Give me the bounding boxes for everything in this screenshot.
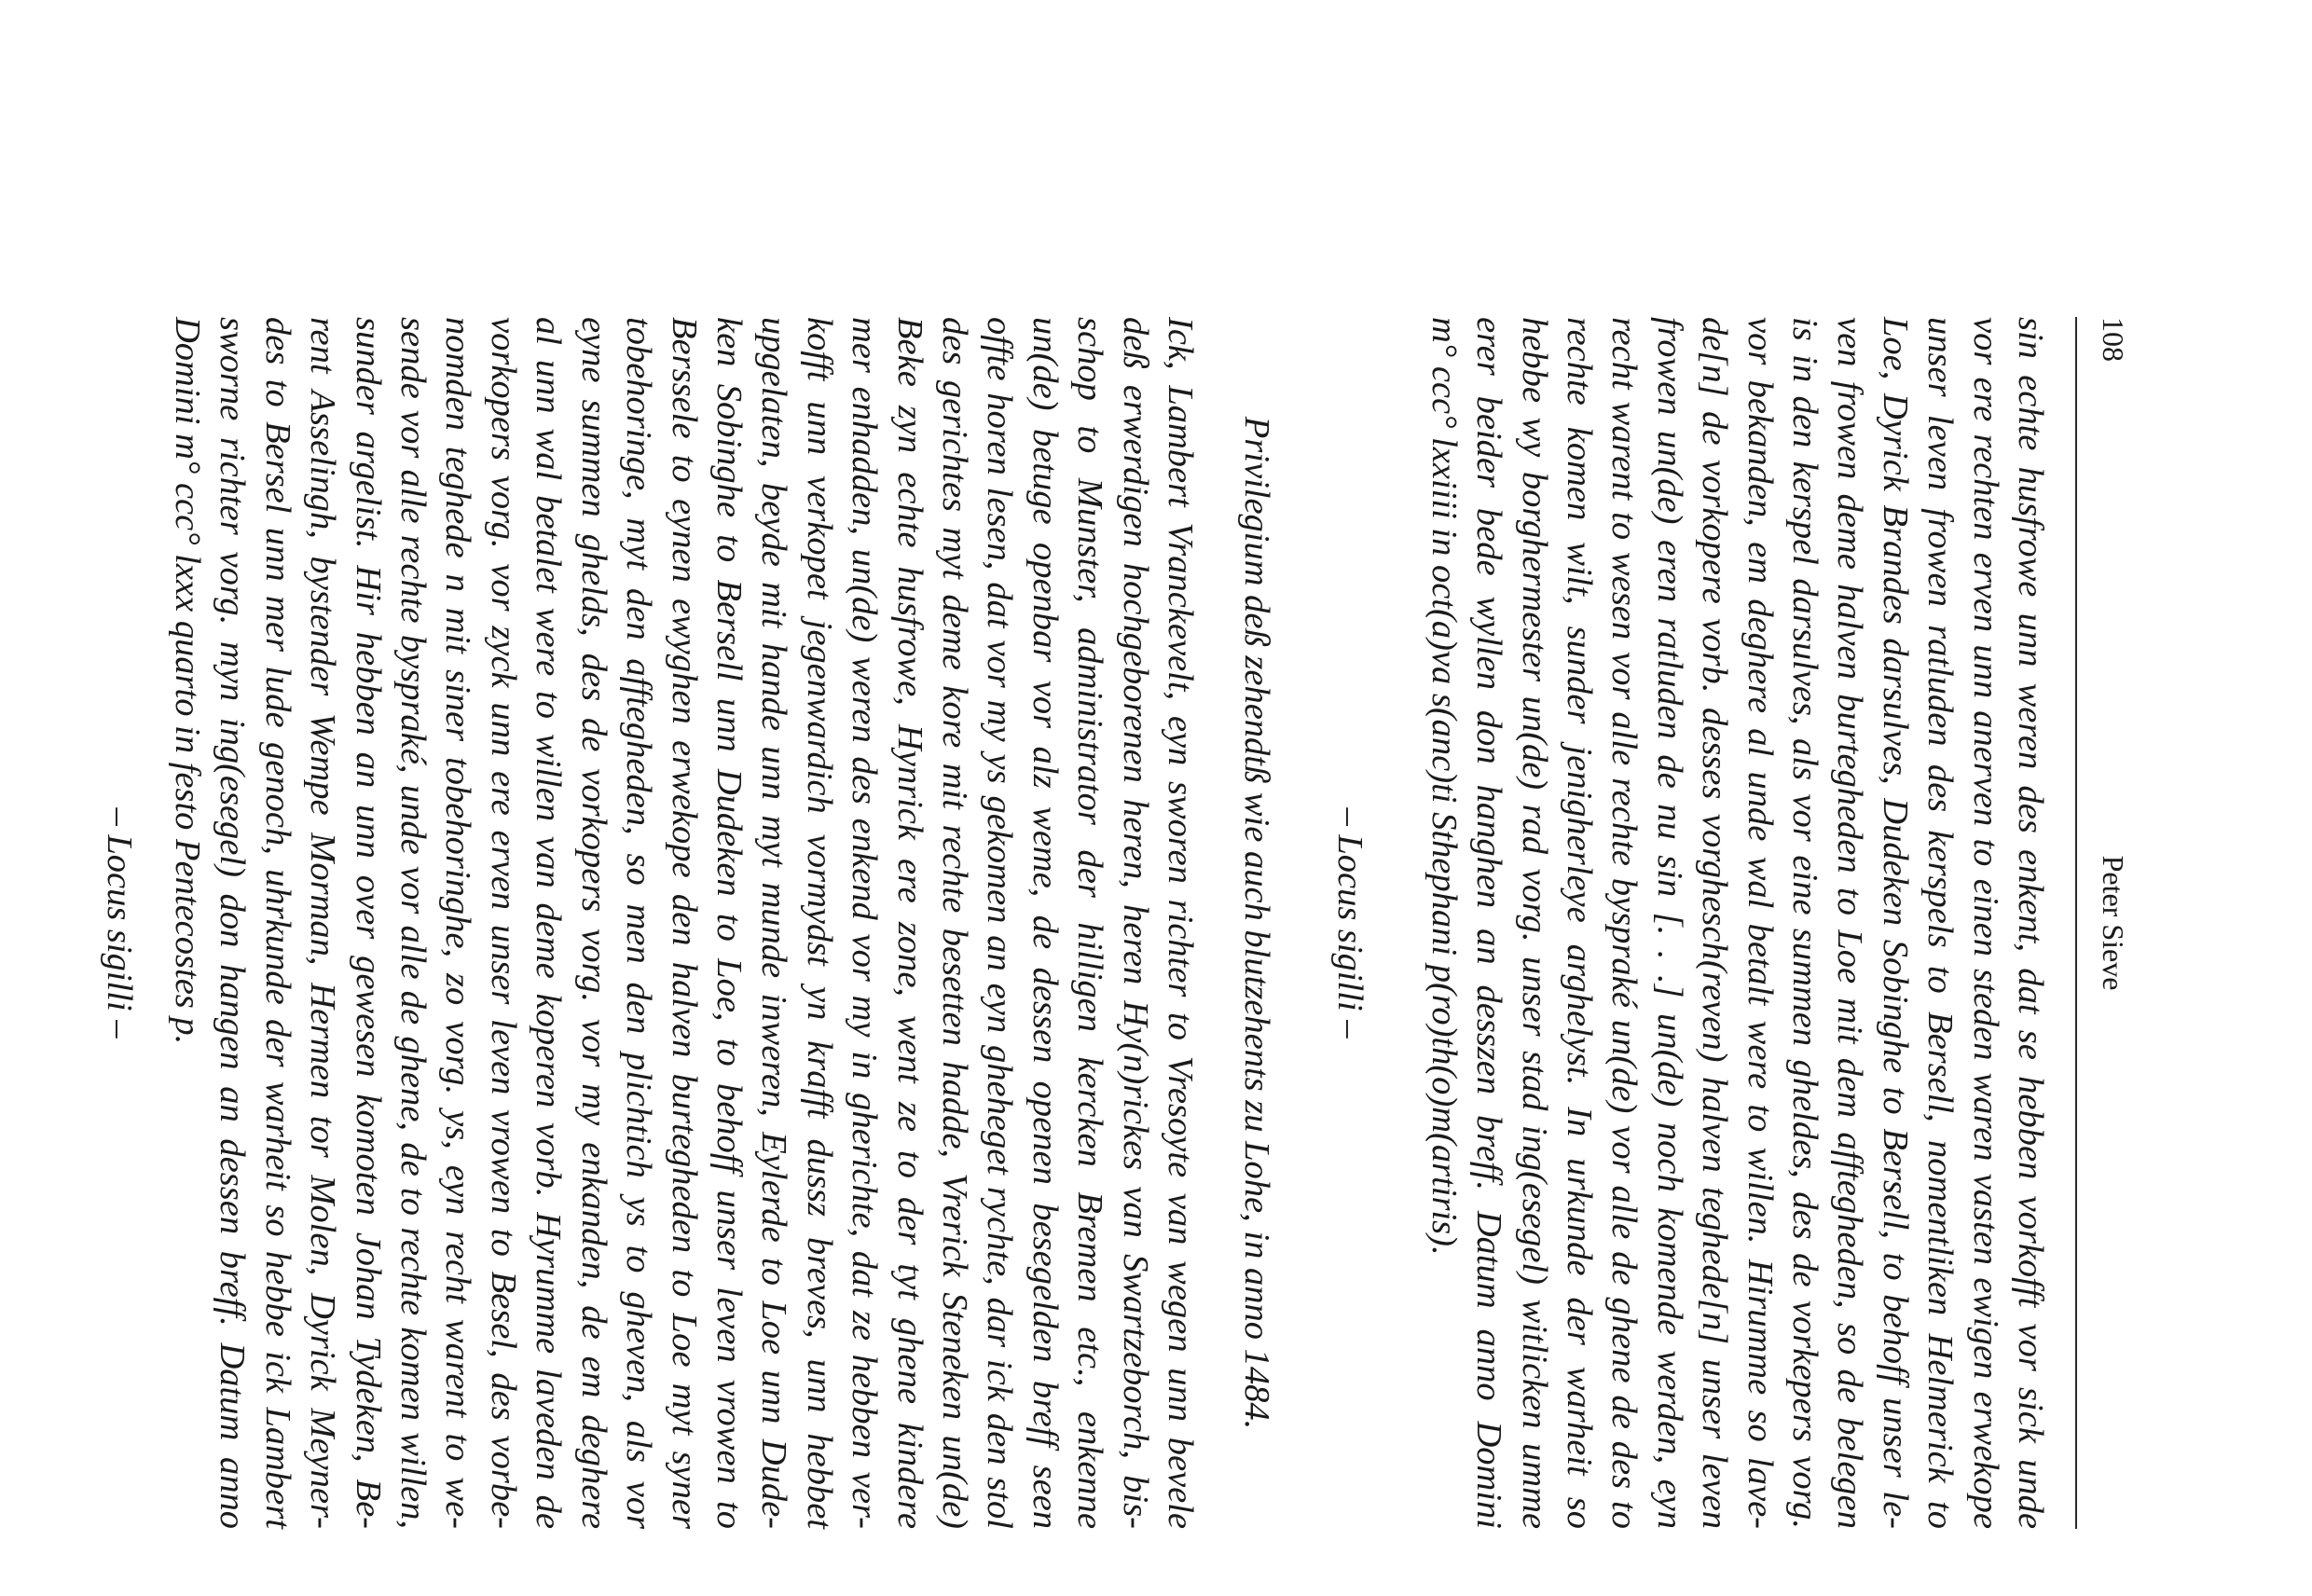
locus-sigilli-2: – Locus sigilli – [100, 807, 139, 1039]
locus-sigilli-1: – Locus sigilli – [1330, 807, 1369, 1039]
text-line: al unn wal betalet were to willen van deme koperen vorb. Hyrumme laveden de [529, 317, 569, 1529]
text-line: recht warent to wesen vor alle rechte byspraké un(de) vor alle de ghene de des to [1604, 317, 1645, 1529]
text-line: erer beider bede wyllen don hanghen an desszen breff. Datum anno Domini [1469, 317, 1509, 1529]
document-1-text [1421, 317, 2053, 1529]
text-line: un(de) betuge openbar vor alz weme, de dessen openen besegelden breff seen [1025, 317, 1065, 1529]
text-line: sin echte husfrowe unn weren des enkent, dat se hebben vorkofft vor sick unde [2011, 317, 2050, 1529]
text-line: upgelaten, beyde mit hande unn myt munde inweren, Eylerde to Loe unn Dude- [754, 317, 794, 1529]
text-line: Ick, Lambert Vranckevelt, eyn sworen richter to Vresoyte van wegen unn bevele [1161, 317, 1200, 1529]
text-line: ken Sobinghe to Bersell unn Dudeken to Loe, to behoff unser leven vrowen to [709, 317, 749, 1529]
page-number: 108 [2097, 317, 2130, 362]
header-rule [2075, 317, 2077, 1529]
text-line: des to Bersel unn mer lude genoch, uhrkunde der warheit so hebbe ick Lambert [257, 317, 297, 1529]
text-line: vor bekanden, em deghere al unde wal betalt were to willen. Hirumme so lave- [1740, 317, 1780, 1529]
text-line: kofft unn verkopet jegenwardich vormydst yn krafft dussz breves, unn hebbet [799, 317, 839, 1529]
document-2-heading: Privilegium deß zehendtß wie auch blutzehents zu Lohe, in anno 1484. [1237, 416, 1276, 1430]
text-line: m° ccc° lxxiiii in oct(a)va s(anc)ti Sthephani p(ro)th(o)m(artiris). [1424, 317, 1464, 1256]
text-line: eyne summen ghelds, des de vorkopers vorg. vor my enkanden, de em deghere [573, 317, 613, 1529]
text-line: sworne richter vorg. myn ing(esegel) don hangen an dessen breff. Datum anno [213, 317, 253, 1529]
text-line: des gerichtes myt deme kore mit rechte besetten hadde, Vrerick Steneken un(de) [934, 317, 974, 1529]
text-line: offte horen lesen, dat vor my ys gekomen an eyn gheheget rychte, dar ick den stol [980, 317, 1020, 1529]
text-line: Domini m° ccc° lxxx quarto in festo Pentecostes p. [168, 317, 208, 1045]
text-line: frowen un(de) eren ratluden de nu sin [. . .] un(de) noch komende werden, eyn [1649, 317, 1689, 1529]
text-line: vor ere rechten erven unn anerven to einen steden waren vasten ewigen erwekope [1965, 317, 2005, 1529]
text-line: is in den kerspel darsulves, als vor eine summen gheldes, des de vorkepers vorg. [1784, 317, 1824, 1529]
text-line: hebbe wy borghermester un(de) rad vorg. unser stad ing(esegel) witlicken umme [1514, 317, 1554, 1529]
running-title: Peter Sieve [2097, 855, 2130, 991]
text-line: vorkopers vorg. vor zyck unn ere erven unser leven vrowen to Besel, des vorbe- [483, 317, 523, 1529]
text-line: de[n] de vorkopere vorb. desses vorghesch(reven) halven teghede[n] unser leven [1695, 317, 1735, 1529]
text-line: mer enhadden, un(de) weren des enkend vor my in gherichte, dat ze hebben ver- [845, 317, 885, 1529]
text-line: schop to Munster, administrator der hilligen kercken Bremen etc., enkenne [1070, 317, 1110, 1529]
text-line: Loe, Dyrick Brandes darsulves, Dudeken Sobinghe to Bersell, to behoff unser le- [1875, 317, 1915, 1529]
text-line: deß erwerdigen hochgeborenen heren, heren Hy(n)rickes van Swartzeborch, bis- [1115, 317, 1155, 1529]
document-2-text [165, 317, 1203, 1529]
text-line: sende vor alle rechte byspraké, unde vor alle de ghene, de to rechte komen willen, [393, 317, 434, 1529]
text-line: sunder argelist. Hir hebben an unn over gewesen komoten Johan Tydeken, Be- [348, 317, 388, 1529]
text-line: Berssele to eynen ewyghen erwekope den halven burtegheden to Loe myt syner [664, 317, 704, 1529]
running-header [2074, 317, 2130, 1529]
text-line: Beke zyn echte husfrowe, Hynrick ere zone, went ze to der tyt ghene kindere [889, 317, 929, 1529]
text-line: tobehoringe, myt den afftegheden, so men den plichtich ys to gheven, als vor [619, 317, 659, 1529]
text-line: rechte komen wilt, sunder jenigherleye arghelyst. In urkunde der warheit so [1559, 317, 1599, 1529]
text-line: ven frowen deme halven burtegheden to Loe mit dem afftegheden, so de belegen [1830, 317, 1870, 1529]
text-line: nomden teghede n mit siner tobehoringhe, zo vorg. ys, eyn recht warent to we- [438, 317, 478, 1529]
text-line: unser leven frowen ratluden des kerspels to Bersell, nomentliken Helmerick to [1920, 317, 1961, 1529]
text-line: rent Asselingh, bystender Wempe Morman, Hermen tor Molen, Dyrick Meyner- [303, 317, 343, 1529]
